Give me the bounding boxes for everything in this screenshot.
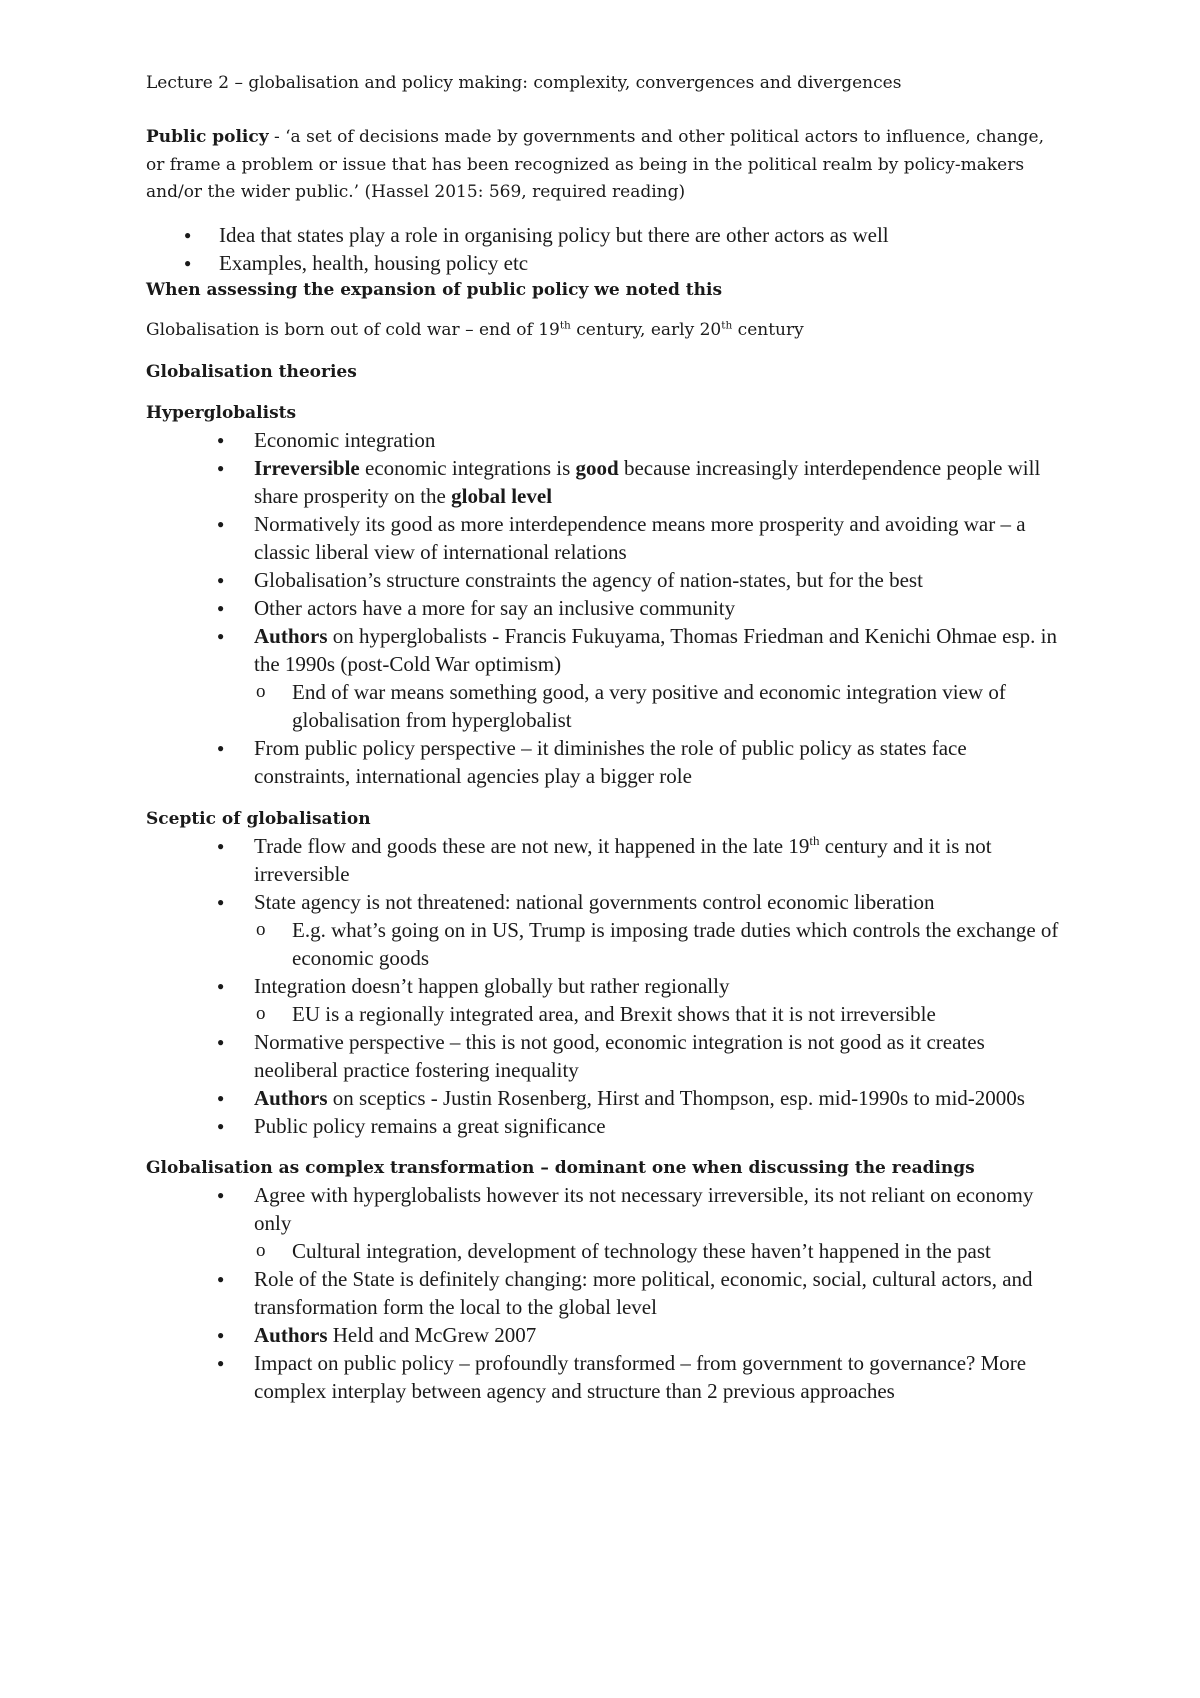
list-item: ● Authors Held and McGrew 2007: [146, 1321, 1060, 1349]
public-policy-definition: Public policy - ‘a set of decisions made by governments and other political actors to influence, change, or frame a problem or issue that has been recognized as being in the political realm by policy-makers and/or the wider public.’ (Hassel 2015: 569, required reading): [146, 127, 1045, 202]
sub-list-item: o E.g. what’s going on in US, Trump is imposing trade duties which controls the exchange of economic goods: [146, 916, 1060, 972]
list-item: ● Economic integration: [146, 426, 1060, 454]
sub-list-item: o Cultural integration, development of technology these haven’t happened in the past: [146, 1237, 1060, 1265]
list-item: ● Integration doesn’t happen globally but rather regionally o EU is a regionally integrated area, and Brexit shows that it is not irreversible: [146, 972, 1060, 1028]
sub-list: [146, 1237, 1060, 1265]
list-item: ● Irreversible economic integrations is good because increasingly interdependence people will share prosperity on the global level: [146, 454, 1060, 510]
sub-list: [146, 916, 1060, 972]
list-item: ● Public policy remains a great significance: [146, 1112, 1060, 1140]
sub-list-item: o EU is a regionally integrated area, and Brexit shows that it is not irreversible: [146, 1000, 1060, 1028]
list-item: ● Normative perspective – this is not good, economic integration is not good as it creates neoliberal practice fostering inequality: [146, 1028, 1060, 1084]
sub-list: [146, 678, 1060, 734]
hyperglobalists-list: [146, 426, 1060, 790]
public-policy-term: Public policy: [146, 127, 269, 147]
section-heading-sceptics: Sceptic of globalisation: [146, 808, 371, 829]
list-item: ● Role of the State is definitely changing: more political, economic, social, cultural actors, and transformation form the local to the global level: [146, 1265, 1060, 1321]
section-heading-complex: Globalisation as complex transformation – dominant one when discussing the readings: [146, 1157, 975, 1178]
list-item: ● State agency is not threatened: national governments control economic liberation o E.g. what’s going on in US, Trump is imposing trade duties which controls the exchange of economic goods: [146, 888, 1060, 972]
list-item: ● Authors on hyperglobalists - Francis Fukuyama, Thomas Friedman and Kenichi Ohmae esp. in the 1990s (post-Cold War optimism) o End of war means something good, a very positive and economic integration view of globalisation from hyperglobalist: [146, 622, 1060, 734]
expansion-note: When assessing the expansion of public policy we noted this: [146, 279, 723, 300]
list-item: ● Other actors have a more for say an inclusive community: [146, 594, 1060, 622]
list-item: ● Normatively its good as more interdependence means more prosperity and avoiding war – a classic liberal view of international relations: [146, 510, 1060, 566]
list-item: ● From public policy perspective – it diminishes the role of public policy as states face constraints, international agencies play a bigger role: [146, 734, 1060, 790]
list-item: ● Examples, health, housing policy etc: [146, 249, 1060, 277]
sub-list-item: o End of war means something good, a very positive and economic integration view of globalisation from hyperglobalist: [146, 678, 1060, 734]
list-item: ● Authors on sceptics - Justin Rosenberg, Hirst and Thompson, esp. mid-1990s to mid-2000s: [146, 1084, 1060, 1112]
list-item: ● Agree with hyperglobalists however its not necessary irreversible, its not reliant on economy only o Cultural integration, development of technology these haven’t happened in the past: [146, 1181, 1060, 1265]
globalisation-origin: Globalisation is born out of cold war – end of 19th century, early 20th century: [146, 318, 804, 340]
list-item: ● Trade flow and goods these are not new, it happened in the late 19th century and it is not irreversible: [146, 832, 1060, 888]
list-item: ● Idea that states play a role in organising policy but there are other actors as well: [146, 221, 1060, 249]
sceptics-list: [146, 832, 1060, 1140]
sub-list: [146, 1000, 1060, 1028]
public-policy-bullets: [146, 221, 1060, 277]
list-item: ● Globalisation’s structure constraints the agency of nation-states, but for the best: [146, 566, 1060, 594]
section-heading-hyperglobalists: Hyperglobalists: [146, 402, 297, 423]
page-title: Lecture 2 – globalisation and policy making: complexity, convergences and divergences: [146, 73, 902, 93]
section-heading-theories: Globalisation theories: [146, 361, 357, 382]
complex-list: [146, 1181, 1060, 1405]
list-item: ● Impact on public policy – profoundly transformed – from government to governance? More complex interplay between agency and structure than 2 previous approaches: [146, 1349, 1060, 1405]
